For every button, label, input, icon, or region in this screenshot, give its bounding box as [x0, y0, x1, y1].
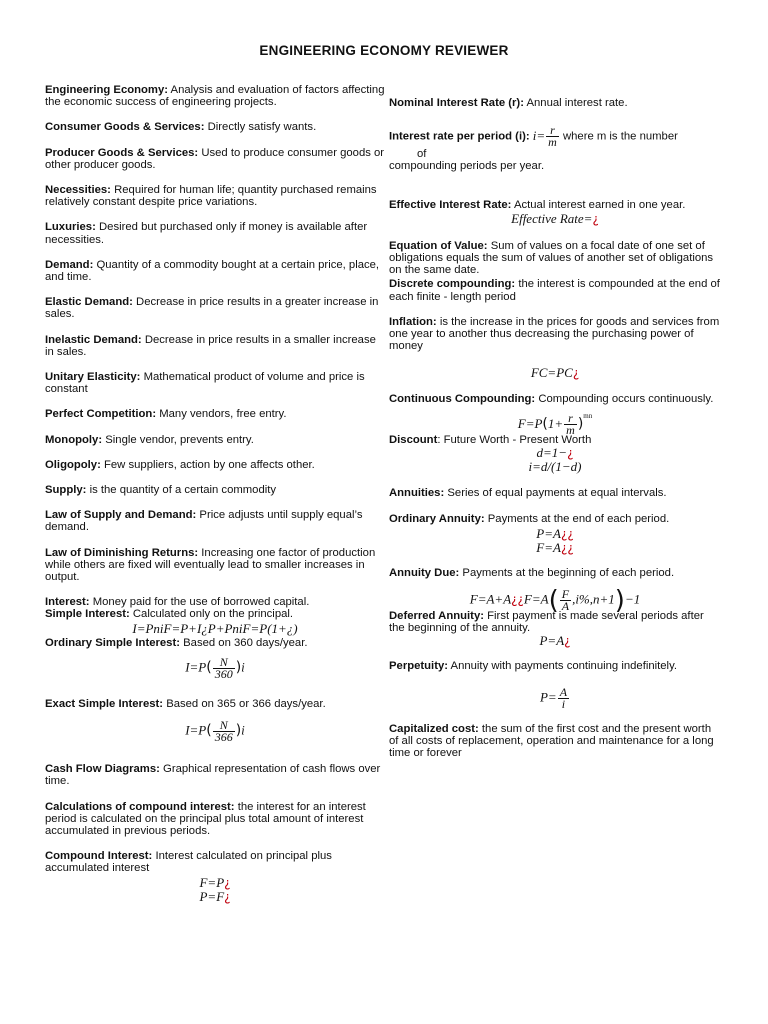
entry-oligopoly: Oligopoly: Few suppliers, action by one affects other.: [45, 458, 315, 471]
formula-perpetuity: P= $\frac{A}{i}$: [539, 684, 568, 711]
formula-deferred-annuity: P=A¿: [539, 633, 571, 649]
entry-inflation: Inflation: is the increase in the prices for goods and services from one year to another thus decreasing the purchasing power of money: [389, 315, 720, 353]
entry-exact-simple-interest: Exact Simple Interest: Based on 365 or 366 days/year.: [45, 697, 326, 710]
formula-effective-rate: Effective Rate=¿: [511, 210, 599, 226]
entry-discrete-compounding: Discrete compounding: the interest is compounded at the end of each finite - length period: [389, 278, 720, 303]
formula-compound-present: P=F¿: [199, 888, 231, 904]
formula-annuity-due: F=A+A¿¿F=A( $\frac{F}{A}$ ,i%,n+1)−1: [469, 585, 641, 616]
entry-perpetuity: Perpetuity: Annuity with payments continuing indefinitely.: [389, 660, 678, 673]
formula-inflation: FC=PC¿: [530, 365, 580, 381]
entry-necessities: Necessities: Required for human life; quantity purchased remains relatively constant despite price variations.: [45, 184, 377, 209]
entry-engineering-economy: Engineering Economy: Analysis and evaluation of factors affecting the economic success of engineering projects.: [45, 84, 385, 109]
entry-ordinary-simple-interest: Ordinary Simple Interest: Based on 360 days/year.: [45, 636, 308, 649]
entry-perfect-competition: Perfect Competition: Many vendors, free entry.: [45, 408, 287, 421]
entry-monopoly: Monopoly: Single vendor, prevents entry.: [45, 433, 254, 446]
entry-continuous-compounding: Continuous Compounding: Compounding occurs continuously.: [389, 393, 714, 406]
entry-equation-of-value: Equation of Value: Sum of values on a focal date of one set of obligations equals the sum of values of another set of obligations on the same date.: [389, 239, 714, 277]
entry-luxuries: Luxuries: Desired but purchased only if money is available after necessities.: [45, 221, 368, 246]
entry-demand: Demand: Quantity of a commodity bought at a certain price, place, and time.: [45, 258, 380, 284]
entry-discount: Discount: Future Worth - Present Worth: [389, 434, 592, 447]
entry-consumer-goods: Consumer Goods & Services: Directly satisfy wants.: [45, 121, 317, 134]
formula-compound-future: F=P¿: [199, 874, 231, 890]
formula-ordinary-simple: I=P( $\frac{N}{360}$ )i: [185, 654, 245, 681]
entry-law-diminishing-returns: Law of Diminishing Returns: Increasing one factor of production while others are fixed will eventually lead to smaller increases in output.: [45, 546, 376, 584]
entry-ordinary-annuity: Ordinary Annuity: Payments at the end of each period.: [389, 512, 670, 525]
entry-capitalized-cost: Capitalized cost: the sum of the first cost and the present worth of all costs of replacement, operation and maintenance for a long time or forever: [389, 722, 714, 759]
entry-deferred-annuity: Deferred Annuity: First payment is made several periods after the beginning of the annuity.: [389, 609, 704, 635]
formula-rate-per-period: i= $\frac{r}{m}$: [532, 123, 557, 150]
page-title: ENGINEERING ECONOMY REVIEWER: [259, 43, 509, 58]
formula-exact-simple: I=P( $\frac{N}{366}$ )i: [185, 718, 245, 745]
entry-simple-interest: Simple Interest: Calculated only on the principal.: [45, 608, 294, 621]
rate-per-period-compounding: compounding periods per year.: [389, 160, 545, 173]
formula-simple-interest: I=PniF=P+I¿P+PniF=P(1+¿): [132, 620, 298, 636]
formula-discount-i: i=d/(1−d): [528, 459, 582, 475]
entry-annuities: Annuities: Series of equal payments at equal intervals.: [389, 487, 667, 500]
entry-interest: Interest: Money paid for the use of borrowed capital.: [45, 596, 310, 609]
entry-law-supply-demand: Law of Supply and Demand: Price adjusts until supply equal’s demand.: [45, 509, 363, 534]
formula-ordinary-annuity-p: P=A¿¿: [536, 525, 574, 541]
formula-ordinary-annuity-f: F=A¿¿: [536, 539, 574, 555]
entry-annuity-due: Annuity Due: Payments at the beginning of each period.: [389, 566, 675, 579]
entry-nominal-rate: Nominal Interest Rate (r): Annual interest rate.: [389, 97, 628, 109]
entry-inelastic-demand: Inelastic Demand: Decrease in price results in a smaller increase in sales.: [45, 333, 376, 358]
entry-effective-rate: Effective Interest Rate: Actual interest earned in one year.: [389, 198, 686, 211]
formula-continuous: F=P(1+ $\frac{r}{m}$ )$^{mn}$: [517, 411, 593, 438]
entry-compound-interest: Compound Interest: Interest calculated on principal plus accumulated interest: [45, 850, 332, 875]
entry-cash-flow-diagrams: Cash Flow Diagrams: Graphical representation of cash flows over time.: [45, 763, 381, 788]
entry-supply: Supply: is the quantity of a certain commodity: [45, 484, 277, 497]
entry-producer-goods: Producer Goods & Services: Used to produce consumer goods or other producer goods.: [45, 146, 385, 171]
entry-calc-compound-interest: Calculations of compound interest: the interest for an interest period is calculated on the principal plus total amount of interest accumulated in previous periods.: [45, 800, 366, 837]
formula-discount-d: d=1−¿: [536, 445, 574, 461]
entry-elastic-demand: Elastic Demand: Decrease in price results in a greater increase in sales.: [45, 296, 379, 321]
entry-unitary-elasticity: Unitary Elasticity: Mathematical product of volume and price is constant: [45, 371, 365, 396]
right-column: [389, 97, 721, 759]
left-column: [45, 84, 385, 904]
entry-rate-per-period: Interest rate per period (i): i= $\frac{r}{m}$ where m is the number: [389, 123, 678, 150]
rate-per-period-of: of: [417, 148, 427, 161]
